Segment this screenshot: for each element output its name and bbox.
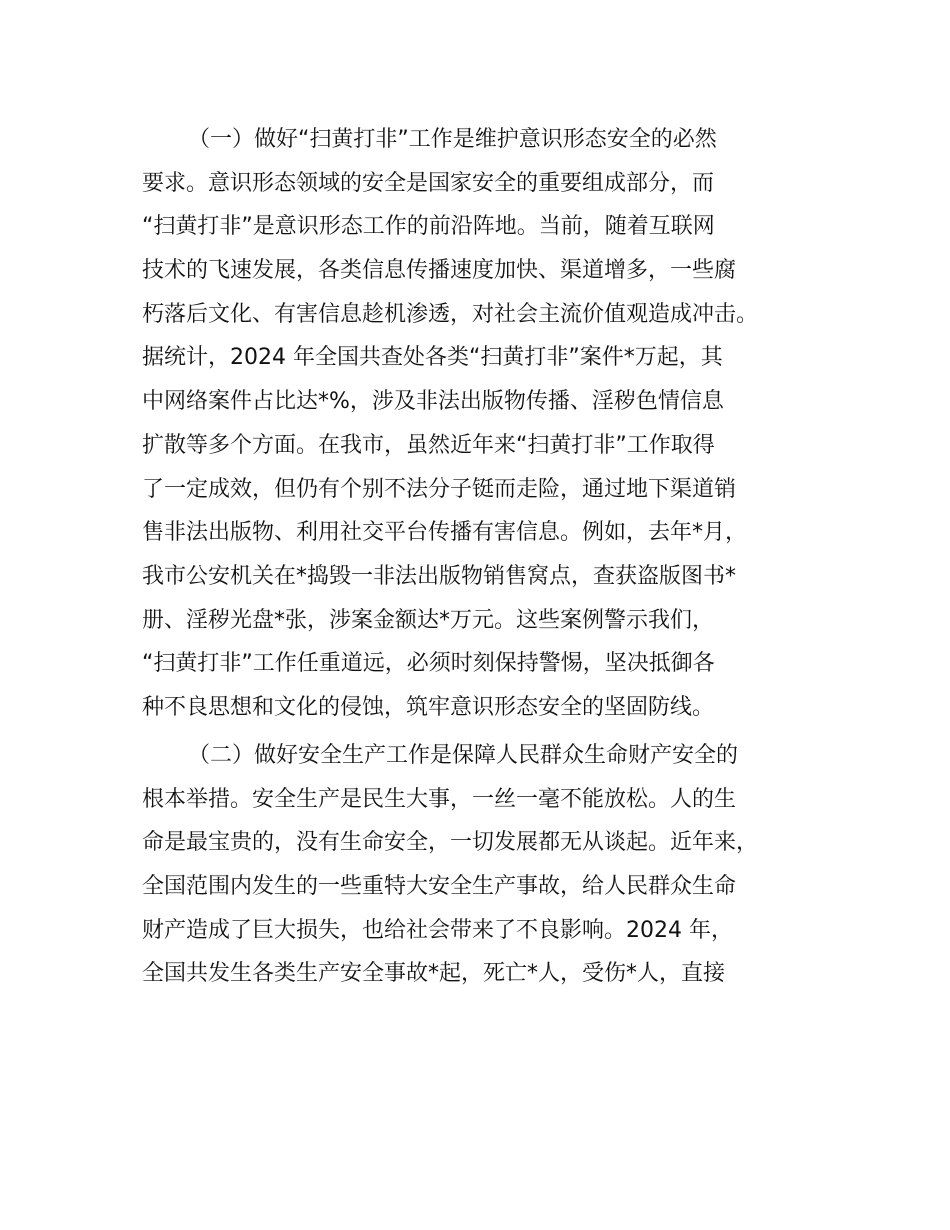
paragraph-line: 技术的飞速发展，各类信息传播速度加快、渠道增多，一些腐 <box>142 258 737 284</box>
paragraph-line: 全国范围内发生的一些重特大安全生产事故，给人民群众生命 <box>142 874 737 900</box>
paragraph-2 <box>142 734 842 996</box>
paragraph-line: “扫黄打非”工作任重道远，必须时刻保持警惕，坚决抵御各 <box>142 651 715 677</box>
paragraph-line: 册、淫秽光盘*张，涉案金额达*万元。这些案例警示我们， <box>142 607 715 633</box>
paragraph-line: 朽落后文化、有害信息趁机渗透，对社会主流价值观造成冲击。 <box>142 301 759 327</box>
paragraph-line: （二）做好安全生产工作是保障人民群众生命财产安全的 <box>188 743 739 768</box>
paragraph-line: 中网络案件占比达*%，涉及非法出版物传播、淫秽色情信息 <box>142 389 724 415</box>
paragraph-line: “扫黄打非”是意识形态工作的前沿阵地。当前，随着互联网 <box>142 214 715 240</box>
paragraph-line: 命是最宝贵的，没有生命安全，一切发展都无从谈起。近年来， <box>142 830 759 856</box>
paragraph-line: 根本举措。安全生产是民生大事，一丝一毫不能放松。人的生 <box>142 786 737 812</box>
paragraph-line: 种不良思想和文化的侵蚀，筑牢意识形态安全的坚固防线。 <box>142 694 715 720</box>
paragraph-line: 我市公安机关在*捣毁一非法出版物销售窝点，查获盗版图书* <box>142 563 737 589</box>
paragraph-line: 财产造成了巨大损失，也给社会带来了不良影响。2024 年， <box>142 917 733 943</box>
paragraph-line: 要求。意识形态领域的安全是国家安全的重要组成部分，而 <box>142 170 715 196</box>
paragraph-line: 据统计，2024 年全国共查处各类“扫黄打非”案件*万起，其 <box>142 345 723 371</box>
paragraph-line: 扩散等多个方面。在我市，虽然近年来“扫黄打非”工作取得 <box>142 432 715 458</box>
paragraph-1 <box>142 118 842 730</box>
paragraph-line: 了一定成效，但仍有个别不法分子铤而走险，通过地下渠道销 <box>142 476 737 502</box>
paragraph-line: 全国共发生各类生产安全事故*起，死亡*人，受伤*人，直接 <box>142 961 726 987</box>
paragraph-line: 售非法出版物、利用社交平台传播有害信息。例如，去年*月， <box>142 520 748 546</box>
paragraph-line: （一）做好“扫黄打非”工作是维护意识形态安全的必然 <box>188 127 717 152</box>
